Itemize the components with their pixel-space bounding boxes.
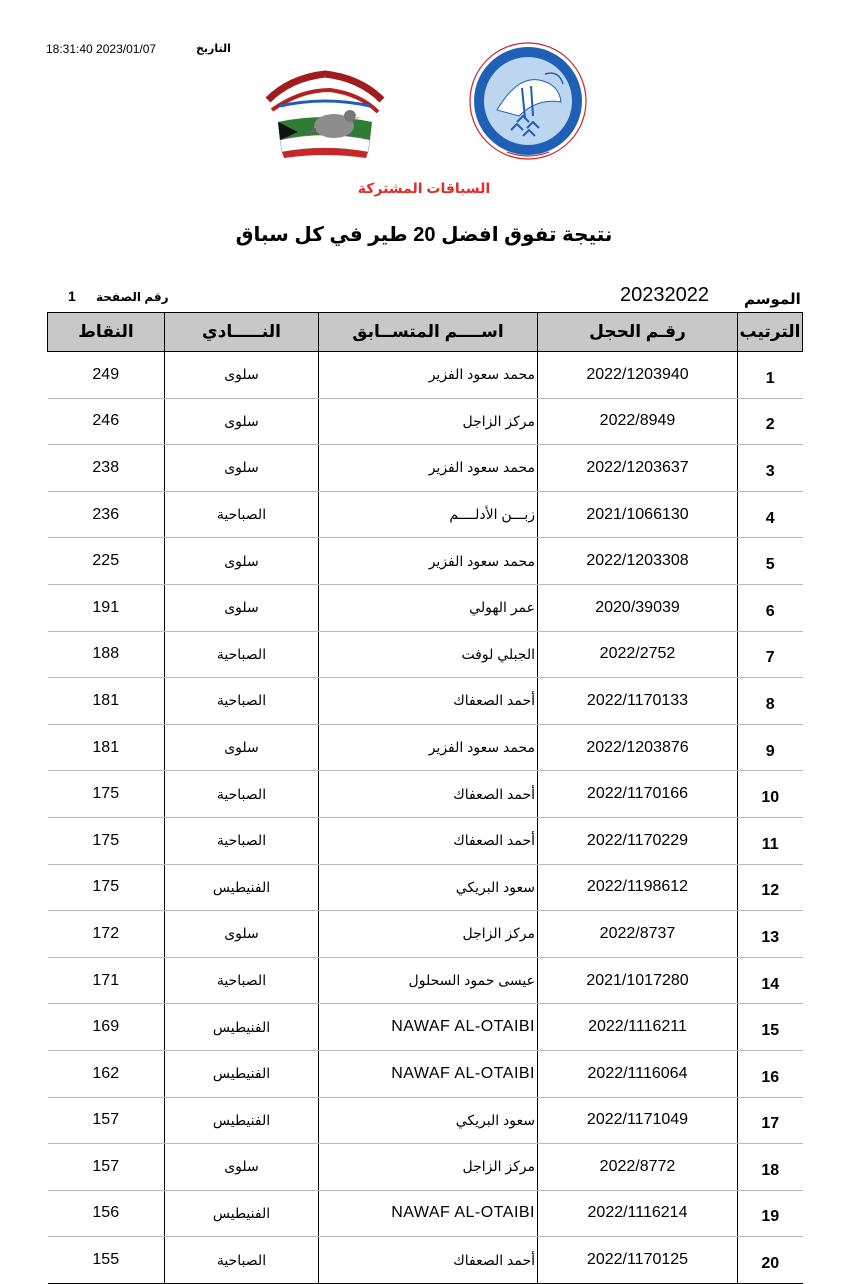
cell-points: 169 [48, 1004, 165, 1051]
cell-ring-number: 2022/1116211 [538, 1004, 738, 1051]
table-row [48, 957, 803, 1004]
col-header-ring: رقـم الحجل [538, 313, 738, 352]
table-row [48, 1237, 803, 1284]
table-row [48, 631, 803, 678]
cell-points: 156 [48, 1190, 165, 1237]
table-header [48, 313, 803, 352]
cell-rank: 17 [738, 1097, 803, 1144]
cell-ring-number: 2022/1116214 [538, 1190, 738, 1237]
cell-points: 175 [48, 864, 165, 911]
cell-rank: 2 [738, 398, 803, 445]
cell-name: NAWAF AL-OTAIBI [319, 1190, 538, 1237]
cell-club: الفنيطيس [165, 1050, 319, 1097]
cell-club: الفنيطيس [165, 864, 319, 911]
cell-rank: 12 [738, 864, 803, 911]
cell-ring-number: 2022/1198612 [538, 864, 738, 911]
season-value: 20232022 [620, 284, 709, 306]
cell-name: أحمد الصعفاك [319, 678, 538, 725]
cell-rank: 10 [738, 771, 803, 818]
cell-name: أحمد الصعفاك [319, 771, 538, 818]
cell-rank: 14 [738, 957, 803, 1004]
cell-club: سلوى [165, 538, 319, 585]
cell-points: 188 [48, 631, 165, 678]
table-row [48, 1190, 803, 1237]
club-logo-icon [250, 60, 400, 160]
col-header-rank: الترتيب [738, 313, 803, 352]
cell-club: الصباحية [165, 631, 319, 678]
cell-rank: 16 [738, 1050, 803, 1097]
cell-ring-number: 2022/1203940 [538, 352, 738, 399]
cell-ring-number: 2022/1170166 [538, 771, 738, 818]
cell-name: NAWAF AL-OTAIBI [319, 1050, 538, 1097]
cell-ring-number: 2022/1203876 [538, 724, 738, 771]
table-row [48, 817, 803, 864]
cell-ring-number: 2022/1116064 [538, 1050, 738, 1097]
cell-points: 191 [48, 584, 165, 631]
cell-club: الصباحية [165, 491, 319, 538]
cell-club: الفنيطيس [165, 1097, 319, 1144]
report-datetime: 18:31:40 2023/01/07 [46, 42, 157, 56]
cell-name: أحمد الصعفاك [319, 1237, 538, 1284]
table-row [48, 352, 803, 399]
cell-points: 175 [48, 817, 165, 864]
cell-ring-number: 2022/1170125 [538, 1237, 738, 1284]
cell-name: سعود البريكي [319, 1097, 538, 1144]
cell-rank: 11 [738, 817, 803, 864]
cell-ring-number: 2022/1203637 [538, 445, 738, 492]
cell-ring-number: 2021/1017280 [538, 957, 738, 1004]
cell-club: سلوى [165, 584, 319, 631]
table-row [48, 911, 803, 958]
cell-points: 249 [48, 352, 165, 399]
cell-club: الفنيطيس [165, 1190, 319, 1237]
page-number: 1 [68, 288, 76, 304]
page-number-label: رقم الصفحة [96, 290, 169, 304]
cell-rank: 4 [738, 491, 803, 538]
cell-name: محمد سعود الفزير [319, 538, 538, 585]
cell-rank: 6 [738, 584, 803, 631]
club-logo [250, 60, 400, 160]
cell-name: مركز الزاجل [319, 398, 538, 445]
table-row [48, 864, 803, 911]
cell-name: محمد سعود الفزير [319, 352, 538, 399]
table-row [48, 724, 803, 771]
cell-points: 157 [48, 1097, 165, 1144]
table-row [48, 678, 803, 725]
cell-club: سلوى [165, 911, 319, 958]
cell-club: سلوى [165, 352, 319, 399]
cell-club: سلوى [165, 445, 319, 492]
cell-ring-number: 2022/8772 [538, 1144, 738, 1191]
federation-logo [467, 40, 590, 163]
page-title: نتيجة تفوق افضل 20 طير في كل سباق [235, 224, 613, 246]
cell-name: مركز الزاجل [319, 911, 538, 958]
cell-rank: 19 [738, 1190, 803, 1237]
cell-points: 238 [48, 445, 165, 492]
cell-rank: 13 [738, 911, 803, 958]
cell-points: 236 [48, 491, 165, 538]
cell-club: الصباحية [165, 817, 319, 864]
cell-ring-number: 2022/1170133 [538, 678, 738, 725]
cell-rank: 5 [738, 538, 803, 585]
cell-club: الفنيطيس [165, 1004, 319, 1051]
cell-club: سلوى [165, 398, 319, 445]
cell-points: 162 [48, 1050, 165, 1097]
season-label: الموسم [744, 291, 801, 308]
table-row [48, 398, 803, 445]
cell-points: 171 [48, 957, 165, 1004]
table-row [48, 771, 803, 818]
cell-name: زبـــن الأدلــــم [319, 491, 538, 538]
cell-club: سلوى [165, 724, 319, 771]
cell-ring-number: 2022/8949 [538, 398, 738, 445]
cell-name: محمد سعود الفزير [319, 445, 538, 492]
results-table [47, 312, 803, 1284]
cell-points: 175 [48, 771, 165, 818]
cell-points: 172 [48, 911, 165, 958]
cell-ring-number: 2021/1066130 [538, 491, 738, 538]
cell-rank: 20 [738, 1237, 803, 1284]
cell-club: الصباحية [165, 771, 319, 818]
table-row [48, 584, 803, 631]
cell-points: 181 [48, 678, 165, 725]
cell-ring-number: 2022/2752 [538, 631, 738, 678]
cell-ring-number: 2020/39039 [538, 584, 738, 631]
table-row [48, 445, 803, 492]
cell-ring-number: 2022/1170229 [538, 817, 738, 864]
cell-name: عمر الهولي [319, 584, 538, 631]
cell-points: 225 [48, 538, 165, 585]
cell-rank: 9 [738, 724, 803, 771]
cell-rank: 18 [738, 1144, 803, 1191]
cell-name: محمد سعود الفزير [319, 724, 538, 771]
col-header-points: النقاط [48, 313, 165, 352]
cell-club: الصباحية [165, 957, 319, 1004]
table-row [48, 1050, 803, 1097]
cell-name: مركز الزاجل [319, 1144, 538, 1191]
cell-points: 157 [48, 1144, 165, 1191]
table-row [48, 1004, 803, 1051]
cell-name: الجبلي لوفت [319, 631, 538, 678]
cell-rank: 1 [738, 352, 803, 399]
cell-points: 246 [48, 398, 165, 445]
cell-name: عيسى حمود السحلول [319, 957, 538, 1004]
col-header-name: اســــم المتســابق [319, 313, 538, 352]
cell-name: سعود البريكي [319, 864, 538, 911]
col-header-club: النـــــادي [165, 313, 319, 352]
subtitle: السباقات المشتركة [357, 180, 491, 196]
cell-club: سلوى [165, 1144, 319, 1191]
table-row [48, 1097, 803, 1144]
cell-points: 181 [48, 724, 165, 771]
date-label: التاريخ [196, 43, 231, 55]
cell-rank: 8 [738, 678, 803, 725]
federation-logo-icon [467, 40, 590, 163]
table-row [48, 491, 803, 538]
cell-rank: 15 [738, 1004, 803, 1051]
cell-ring-number: 2022/1171049 [538, 1097, 738, 1144]
cell-rank: 3 [738, 445, 803, 492]
table-row [48, 538, 803, 585]
cell-club: الصباحية [165, 1237, 319, 1284]
cell-points: 155 [48, 1237, 165, 1284]
cell-name: NAWAF AL-OTAIBI [319, 1004, 538, 1051]
cell-ring-number: 2022/8737 [538, 911, 738, 958]
table-body [48, 352, 803, 1284]
cell-ring-number: 2022/1203308 [538, 538, 738, 585]
table-row [48, 1144, 803, 1191]
cell-name: أحمد الصعفاك [319, 817, 538, 864]
cell-rank: 7 [738, 631, 803, 678]
cell-club: الصباحية [165, 678, 319, 725]
